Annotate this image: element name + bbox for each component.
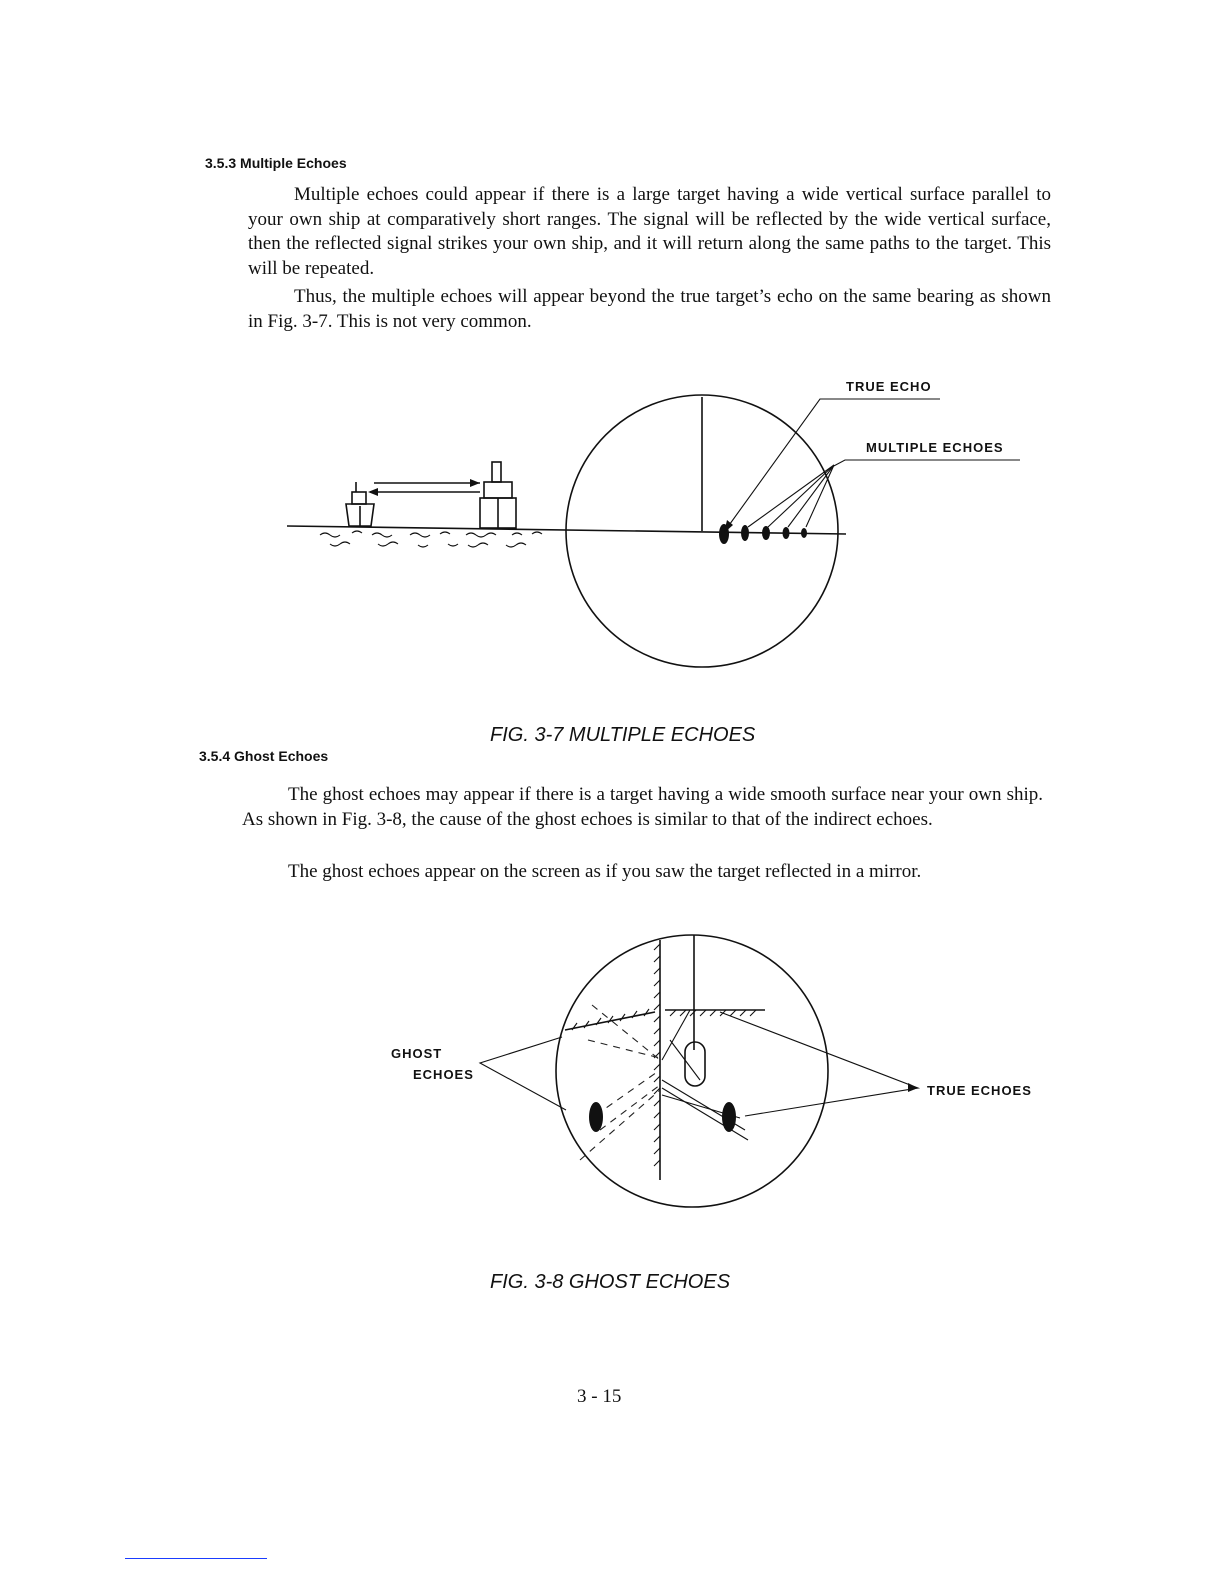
- section-353-heading: 3.5.3 Multiple Echoes: [205, 155, 347, 171]
- section-353-paragraph-1-text: Multiple echoes could appear if there is a large target having a wide vertical surface parallel to your own ship at comparatively short ranges. The signal will be reflected by the wide vertical surface, then the reflected signal strikes your own ship, and it will return along the same paths to the target. This will be repeated.: [248, 184, 1051, 279]
- bottom-rule: [125, 1558, 267, 1559]
- true-echoes-leader: [720, 1012, 918, 1116]
- label-true-echoes: TRUE ECHOES: [927, 1083, 1032, 1098]
- figure-3-7-caption: FIG. 3-7 MULTIPLE ECHOES: [490, 724, 756, 746]
- label-true-echo: TRUE ECHO: [846, 379, 932, 394]
- true-echo-blob-right: [722, 1102, 736, 1132]
- section-353-paragraph-2-text: Thus, the multiple echoes will appear beyond the true target’s echo on the same bearing as shown in Fig. 3-7. This is not very common.: [248, 286, 1051, 332]
- section-354-paragraph-1-text: The ghost echoes may appear if there is a target having a wide smooth surface near your own ship. As shown in Fig. 3-8, the cause of the ghost echoes is similar to that of the indirect echoes.: [242, 784, 1043, 830]
- ghost-echo-blob: [589, 1102, 603, 1132]
- section-354-paragraph-2-text: The ghost echoes appear on the screen as if you saw the target reflected in a mirror.: [288, 861, 922, 882]
- label-ghost: GHOST: [391, 1046, 443, 1061]
- true-echoes-leader-arrowhead: [908, 1083, 918, 1092]
- horizontal-wall-right-hatch: [670, 1010, 756, 1016]
- ghost-scope-circle: [556, 935, 828, 1207]
- section-354-heading: 3.5.4 Ghost Echoes: [199, 748, 329, 764]
- label-ghost-echoes: ECHOES: [413, 1067, 474, 1082]
- ghost-reflection-paths: [580, 1005, 660, 1160]
- figure-3-8-caption: FIG. 3-8 GHOST ECHOES: [490, 1271, 731, 1293]
- vertical-wall-hatch: [654, 944, 660, 1166]
- ghost-echoes-leader: [480, 1037, 566, 1110]
- page-number: 3 - 15: [577, 1386, 622, 1407]
- label-multiple-echoes: MULTIPLE ECHOES: [866, 440, 1004, 455]
